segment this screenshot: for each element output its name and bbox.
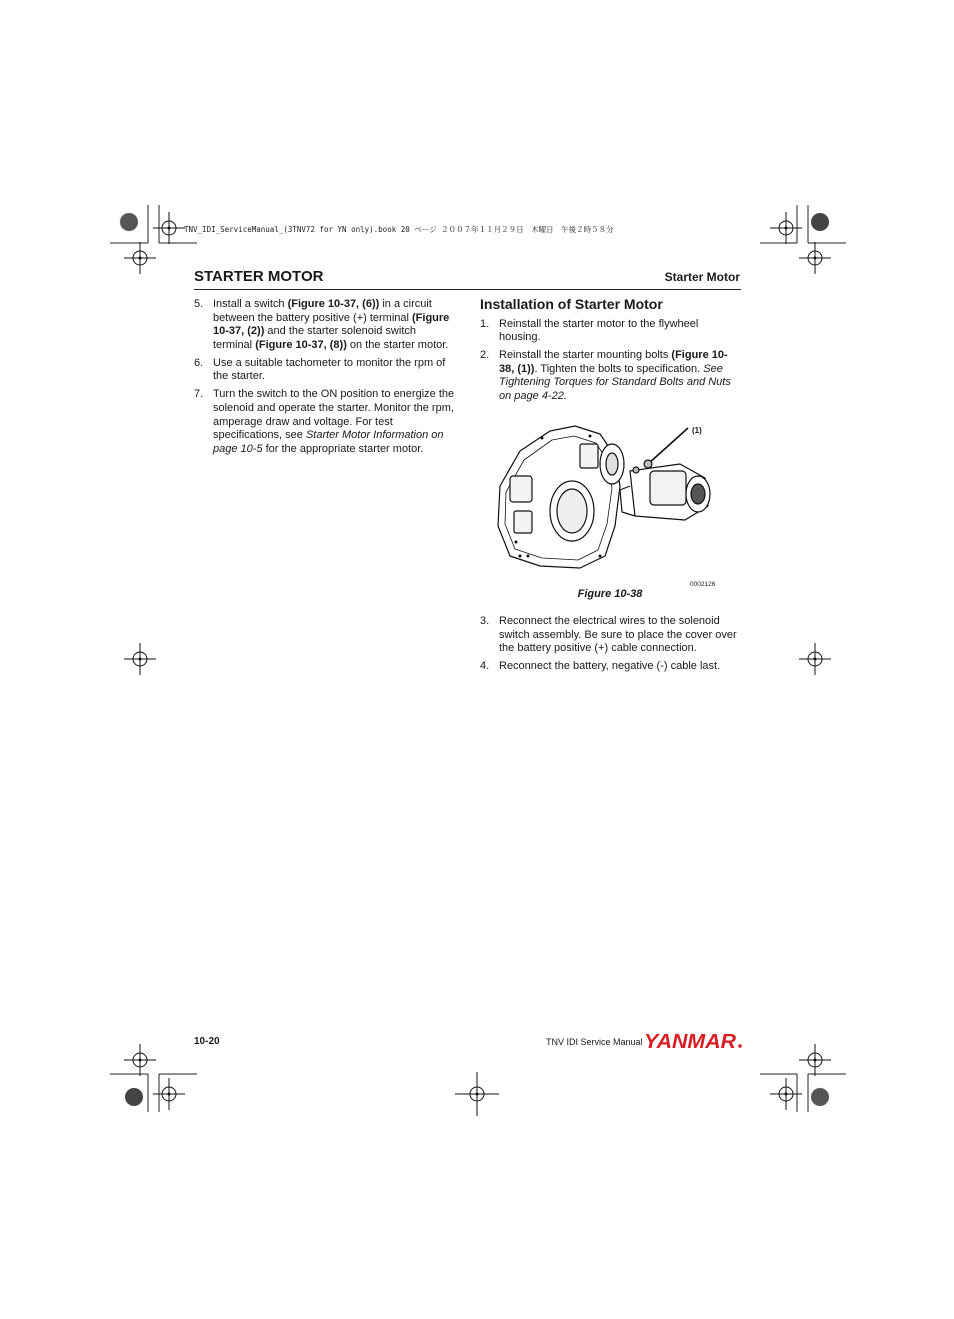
step-number: 5.	[194, 298, 204, 310]
step-number: 3.	[480, 615, 490, 628]
file-header: TNV_IDI_ServiceManual_(3TNV72 for YN only).book 20 ページ ２００７年１１月２９日 木曜日 午後２時５８分	[184, 225, 614, 234]
installation-heading: Installation of Starter Motor	[480, 296, 663, 312]
step-text: on the starter motor.	[346, 338, 449, 351]
cross-reference: See Tightening Torques for Standard Bolts and Nuts on page 4-22.	[499, 362, 731, 402]
figure-caption: Figure 10-38	[577, 587, 643, 600]
step-text: Reinstall the starter mounting bolts	[499, 349, 672, 362]
step-text: Install a switch	[213, 298, 288, 310]
figure-10-38	[480, 416, 740, 586]
step-text: in a circuit between the battery positive (+) terminal	[213, 298, 432, 324]
section-title: STARTER MOTOR	[194, 268, 324, 285]
figure-reference: (Figure 10-38, (1))	[499, 349, 728, 375]
step-number: 6.	[194, 356, 204, 369]
install-step-list	[480, 318, 740, 404]
step-text: Use a suitable tachometer to monitor the rpm of the starter.	[213, 356, 446, 383]
cross-reference: Starter Motor Information on page 10-5	[213, 429, 444, 455]
subsection-title: Starter Motor	[664, 270, 740, 284]
manual-title: TNV IDI Service Manual	[546, 1037, 643, 1047]
yanmar-logo	[644, 1028, 744, 1054]
step-text: Reconnect the battery, negative (-) cable last.	[499, 660, 721, 673]
page-number: 10-20	[194, 1036, 220, 1047]
figure-reference: (Figure 10-37, (8))	[255, 338, 347, 351]
step-number: 2.	[480, 349, 490, 362]
svg-text:YANMAR: YANMAR	[644, 1031, 737, 1053]
step-item	[480, 349, 740, 403]
step-text: for the appropriate starter motor.	[262, 442, 424, 455]
left-column	[194, 298, 456, 461]
step-text: Turn the switch to the ON position to energize the solenoid and operate the starter. Monitor the rpm, amperage draw and voltage. For test specifications, see	[213, 388, 455, 442]
step-text: Reconnect the electrical wires to the solenoid switch assembly. Be sure to place the cover over the battery positive (+) cable connection.	[499, 615, 737, 655]
step-text: . Tighten the bolts to specification.	[534, 362, 704, 375]
callout-1: (1)	[692, 425, 702, 435]
step-item	[480, 615, 740, 656]
right-column	[480, 298, 740, 678]
starter-motor-illustration	[480, 416, 740, 586]
figure-reference: (Figure 10-37, (2))	[213, 311, 450, 338]
figure-code: 0002126	[690, 580, 716, 588]
left-step-list	[194, 298, 456, 456]
figure-reference: (Figure 10-37, (6))	[287, 298, 380, 310]
step-number: 7.	[194, 388, 204, 401]
step-number: 1.	[480, 317, 490, 330]
step-text: Reinstall the starter motor to the flywheel housing.	[499, 317, 699, 344]
header-rule	[194, 289, 741, 290]
install-step-list-continued	[480, 615, 740, 674]
step-text: and the starter solenoid switch terminal	[213, 325, 416, 351]
step-item	[194, 388, 456, 456]
step-item	[194, 357, 456, 384]
step-item	[480, 318, 740, 345]
step-item	[480, 660, 740, 674]
step-item	[194, 298, 456, 352]
step-number: 4.	[480, 660, 490, 673]
